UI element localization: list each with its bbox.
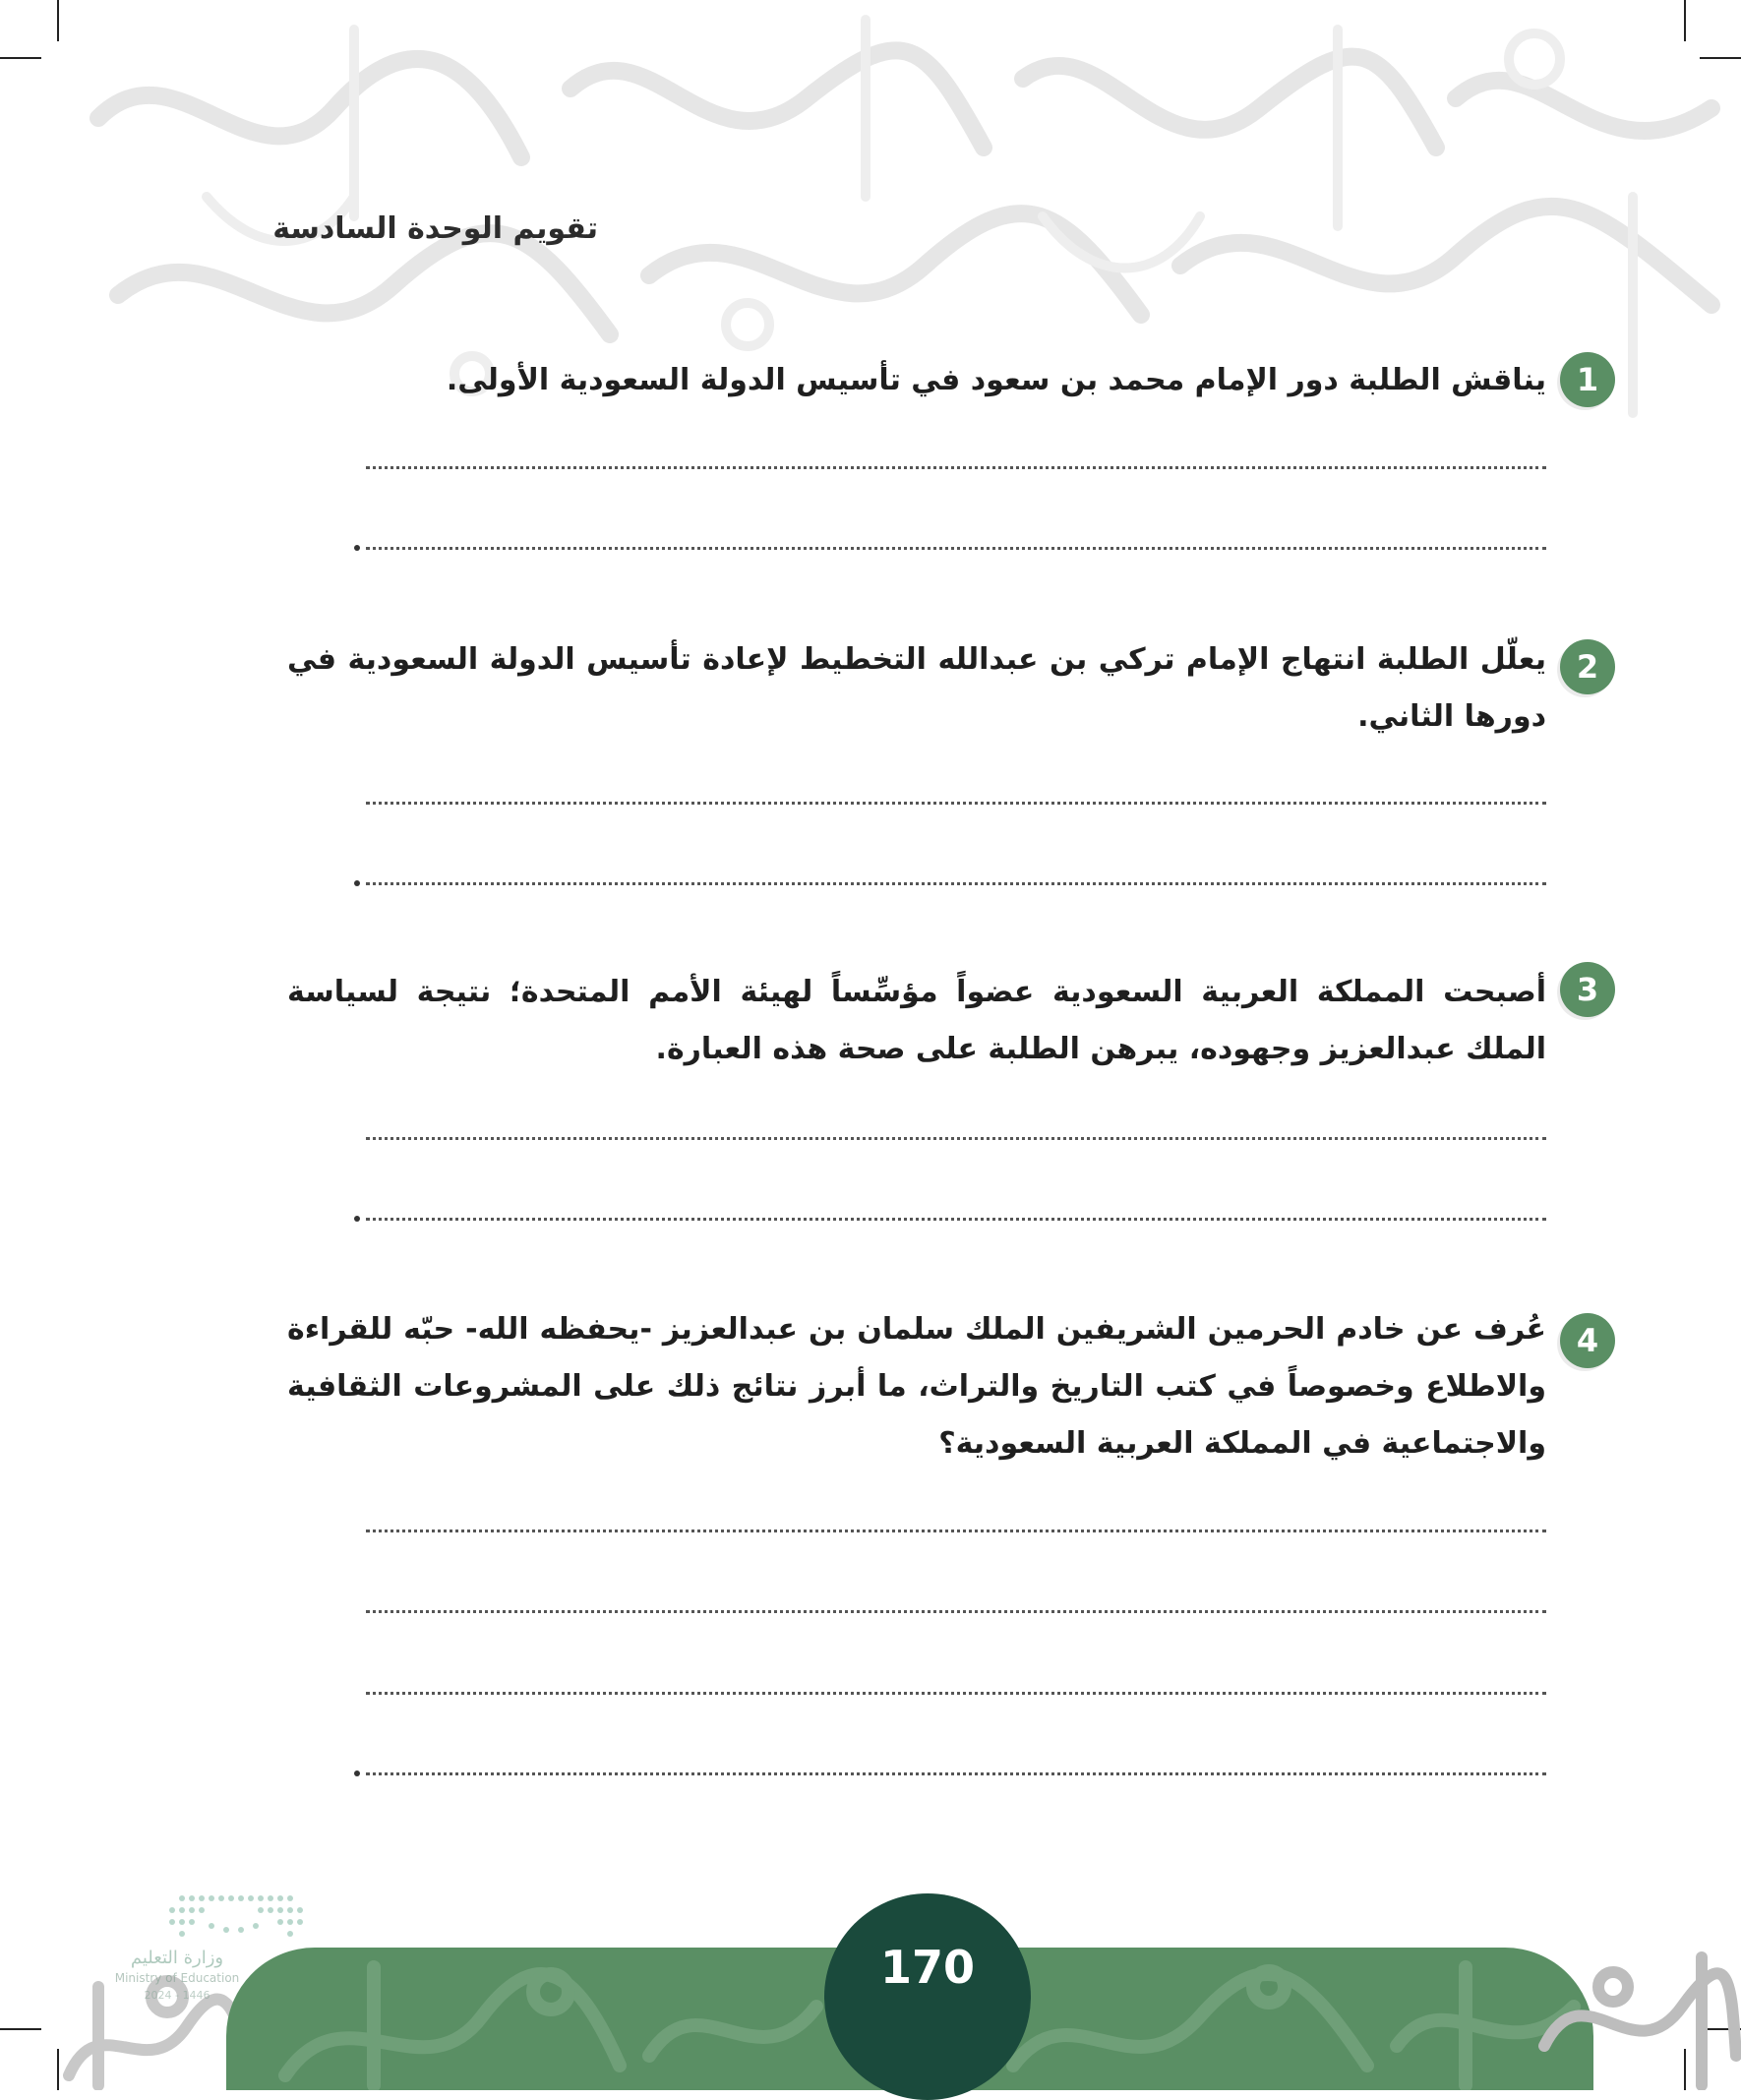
footer-calligraphy-right [1534,1928,1741,2090]
answer-line[interactable] [366,882,1546,885]
question-2 [287,631,1599,746]
question-4 [287,1301,1599,1472]
answer-line[interactable] [366,547,1546,550]
ministry-name-english: Ministry of Education [114,1971,240,1985]
answer-line[interactable] [366,1137,1546,1140]
question-1 [287,352,1599,409]
ministry-name-arabic: وزارة التعليم [130,1948,224,1968]
crop-mark [1700,57,1741,59]
page-number: 170 [879,1941,976,1994]
question-text: أصبحت المملكة العربية السعودية عضواً مؤسِّساً لهيئة الأمم المتحدة؛ نتيجة لسياسة الملك عبدالعزيز وجهوده، يبرهن الطلبة على صحة هذه العبارة. [287,975,1546,1066]
answer-line[interactable] [366,1218,1546,1221]
crop-mark [57,0,59,41]
answer-line[interactable] [366,802,1546,805]
ministry-year: 2024 - 1446 [144,1989,210,2002]
answer-line[interactable] [366,1530,1546,1532]
question-number-badge: 1 [1560,352,1615,407]
answer-line[interactable] [366,1772,1546,1775]
answer-line[interactable] [366,1610,1546,1613]
ministry-logo [93,1889,330,2026]
answer-line[interactable] [366,1692,1546,1695]
page-number-badge [824,1893,1031,2100]
question-3 [287,964,1599,1078]
question-text: يناقش الطلبة دور الإمام محمد بن سعود في تأسيس الدولة السعودية الأولى. [446,363,1546,397]
question-text: يعلّل الطلبة انتهاج الإمام تركي بن عبدالله التخطيط لإعادة تأسيس الدولة السعودية في دورها الثاني. [287,642,1546,734]
question-number-badge: 4 [1560,1313,1615,1368]
unit-title: تقويم الوحدة السادسة [272,211,598,246]
question-text: عُرف عن خادم الحرمين الشريفين الملك سلمان بن عبدالعزيز -يحفظه الله- حبّه للقراءة والاطلاع وخصوصاً في كتب التاريخ والتراث، ما أبرز نتائج ذلك على المشروعات الثقافية والاجتماعية في المملكة العربية السعودية؟ [287,1312,1546,1461]
crop-mark [1684,0,1686,41]
crop-mark [0,2028,41,2030]
answer-line[interactable] [366,466,1546,469]
crop-mark [0,57,41,59]
ministry-logo-icon [93,1889,330,1948]
question-number-badge: 2 [1560,639,1615,694]
question-number-badge: 3 [1560,962,1615,1017]
